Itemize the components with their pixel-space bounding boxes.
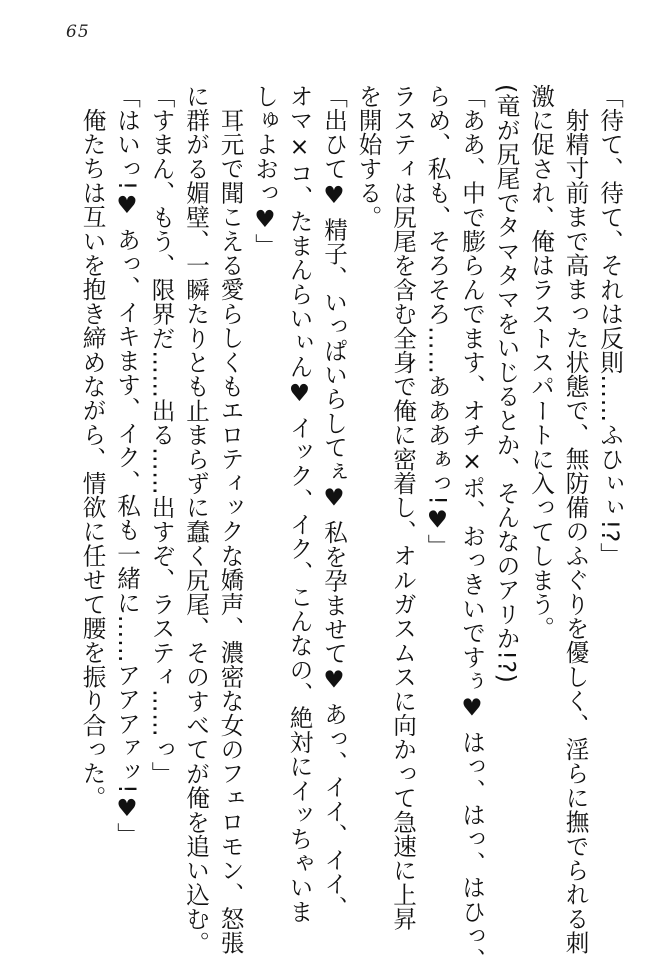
text-line: 「はいっ!♥ あっ、イキます、イク、私も一緒に……アアアァッ!♥」 [113,84,141,848]
text-line: 「すまん、もう、限界だ……出る……出すぞ、ラスティ……っ」 [147,84,176,786]
text-line: ラスティは尻尾を含む全身で俺に密着し、オルガスムスに向かって急速に上昇 [389,84,417,931]
text-line: 俺たちは互いを抱き締めながら、情欲に任せて腰を振り合った。 [78,107,107,810]
text-line: を開始する。 [354,84,383,230]
text-line: 耳元で聞こえる愛らしくもエロティックな嬌声、濃密な女のフェロモン、怒張 [216,107,245,955]
text-line: 激に促され、俺はラストスパートに入ってしまう。 [527,84,555,641]
text-line: オマ×コ、たまんらいぃん♥ イック、イク、こんなの、絶対にイッちゃいま [285,84,314,924]
text-line: 射精寸前まで高まった状態で、無防備のふぐりを優しく、淫らに撫でられる刺 [561,107,590,955]
text-line: に群がる媚壁、一瞬たりとも止まらずに蠢く尻尾、そのすべてが俺を追い込む。 [182,84,210,956]
text-line: しゅよおっ♥」 [251,84,279,258]
text-line: らめ、私も、そろそろ……あああぁっ!♥」 [423,84,452,559]
text-line: (竜が尻尾でタマタマをいじるとか、そんなのアリか!?) [492,84,521,684]
text-line: 「出ひて♥ 精子、いっぱいらしてぇ♥ 私を孕ませて♥ あっ、イイ、イイ、 [320,84,348,921]
body-text [75,84,627,972]
page-number: 65 [66,22,90,42]
text-line: 「ああ、中で膨らんでます、オチ×ポ、おっきいですぅ♥ はっ、はっ、はひっ、 [458,84,486,972]
text-line: 「待て、待て、それは反則……ふひぃぃ!?」 [596,84,624,567]
